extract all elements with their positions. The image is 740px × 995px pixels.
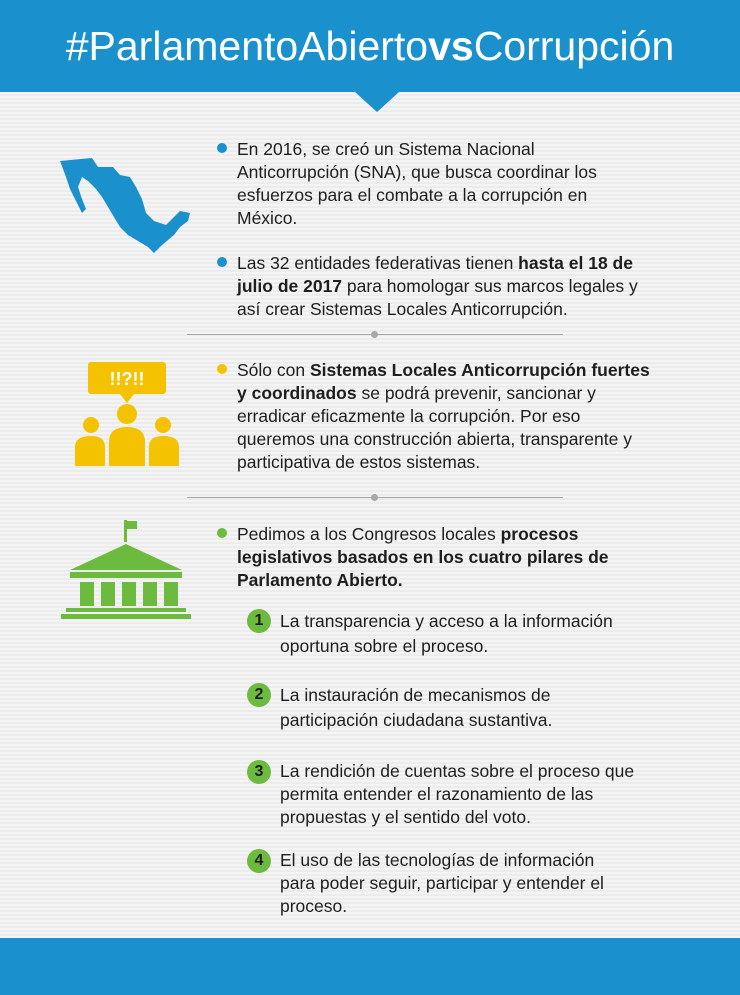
footer-bar <box>0 938 740 995</box>
divider-dot <box>371 331 378 338</box>
bullet-deadline-post: para homologar sus marcos legales y así crear Sistemas Locales Anticorrupción. <box>237 276 638 319</box>
bullet-dot <box>217 143 227 153</box>
bullet-deadline-bold: hasta el 18 de julio de 2017 <box>237 253 633 296</box>
pillar-text: La instauración de mecanismos de participación ciudadana sustantiva. <box>280 685 553 730</box>
page-title <box>0 20 740 72</box>
pillar-text: La transparencia y acceso a la información oportuna sobre el proceso. <box>280 611 613 656</box>
bullet-local-bold: Sistemas Locales Anticorrupción fuertes y coordinados <box>237 360 650 403</box>
bullet-sna: En 2016, se creó un Sistema Nacional Anticorrupción (SNA), que busca coordinar los esfuerzos para el combate a la corrupción en México. <box>237 139 597 228</box>
bullet-congress-bold: procesos legislativos basados en los cuatro pilares de Parlamento Abierto. <box>237 524 609 590</box>
pillar-text: La rendición de cuentas sobre el proceso que permita entender el razonamiento de las propuestas y el sentido del voto. <box>280 761 635 827</box>
pillar-number: 3 <box>247 760 271 784</box>
bullet-dot <box>217 257 227 267</box>
pillar-text: El uso de las tecnologías de información para poder seguir, participar y entender el proceso. <box>280 850 604 916</box>
bullet-congress-pre: Pedimos a los Congresos locales <box>237 524 501 544</box>
speech-text: !!?!! <box>109 369 145 389</box>
mexico-map-icon <box>58 155 193 260</box>
pillar-number: 1 <box>247 609 271 633</box>
pillar-number: 2 <box>247 683 271 707</box>
bullet-dot <box>217 364 227 374</box>
congress-building-icon <box>60 518 192 620</box>
bullet-deadline-pre: Las 32 entidades federativas tienen <box>237 253 519 273</box>
header-banner <box>0 0 740 92</box>
bullet-deadline <box>237 252 662 321</box>
title-end: Corrupción <box>473 23 675 69</box>
bullet-dot <box>217 528 227 538</box>
bullet-local-post: se podrá prevenir, sancionar y erradicar eficazmente la corrupción. Por eso queremos una construcción abierta, transparente y participativa de estos sistemas. <box>237 383 632 472</box>
bullet-local-systems <box>237 359 657 474</box>
header-notch <box>355 92 399 112</box>
people-speech-icon <box>72 360 182 468</box>
bullet-local-pre: Sólo con <box>237 360 310 380</box>
divider-dot <box>371 494 378 501</box>
title-start: #ParlamentoAbierto <box>65 23 429 69</box>
title-vs: vs <box>428 23 474 69</box>
bullet-congress <box>237 523 627 592</box>
pillar-number: 4 <box>247 849 271 873</box>
